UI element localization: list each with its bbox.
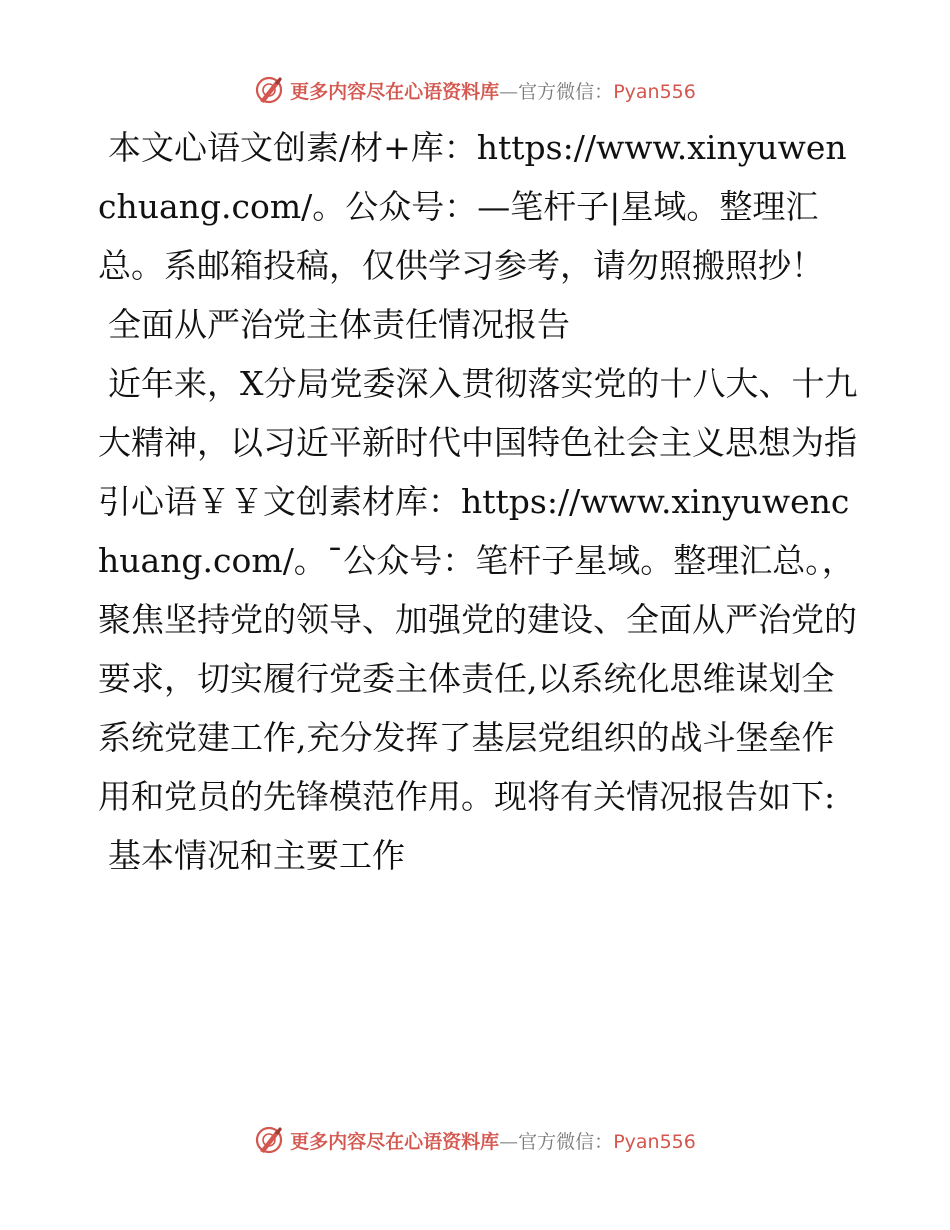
intro-paragraph: 本文心语文创素/材+库：https://www.xinyuwenchuang.com/。公众号：—笔杆子|星域。整理汇总。系邮箱投稿，仅供学习参考，请勿照搬照抄！ — [98, 128, 847, 285]
banner-main-text: 更多内容尽在心语资料库 — [290, 1130, 500, 1153]
banner-official-label: 官方微信： — [518, 80, 614, 103]
banner-dash: — — [499, 1130, 519, 1153]
banner-main-text: 更多内容尽在心语资料库 — [290, 80, 500, 103]
banner-wechat-id: Pyan556 — [613, 1130, 696, 1153]
banner-dash: — — [499, 80, 519, 103]
footer-watermark-banner — [0, 1120, 950, 1160]
body-paragraph: 近年来，X分局党委深入贯彻落实党的十八大、十九大精神，以习近平新时代中国特色社会主义思想为指引心语￥￥文创素材库：https://www.xinyuwenchuang.com/。¯公众号：笔杆子星域。整理汇总。，聚焦坚持党的领导、加强党的建设、全面从严治党的要求，切实履行党委主体责任,以系统化思维谋划全系统党建工作,充分发挥了基层党组织的战斗堡垒作用和党员的先锋模范作用。现将有关情况报告如下: — [98, 364, 858, 816]
document-title: 全面从严治党主体责任情况报告 — [108, 305, 570, 344]
banner-official-label: 官方微信： — [518, 1130, 614, 1153]
section-heading: 基本情况和主要工作 — [108, 836, 405, 875]
banner-wechat-id: Pyan556 — [613, 80, 696, 103]
pen-logo-icon — [254, 75, 284, 105]
banner-text — [290, 1127, 696, 1154]
document-body — [98, 118, 858, 885]
banner-text — [290, 77, 696, 104]
header-watermark-banner — [0, 70, 950, 110]
pen-logo-icon — [254, 1125, 284, 1155]
